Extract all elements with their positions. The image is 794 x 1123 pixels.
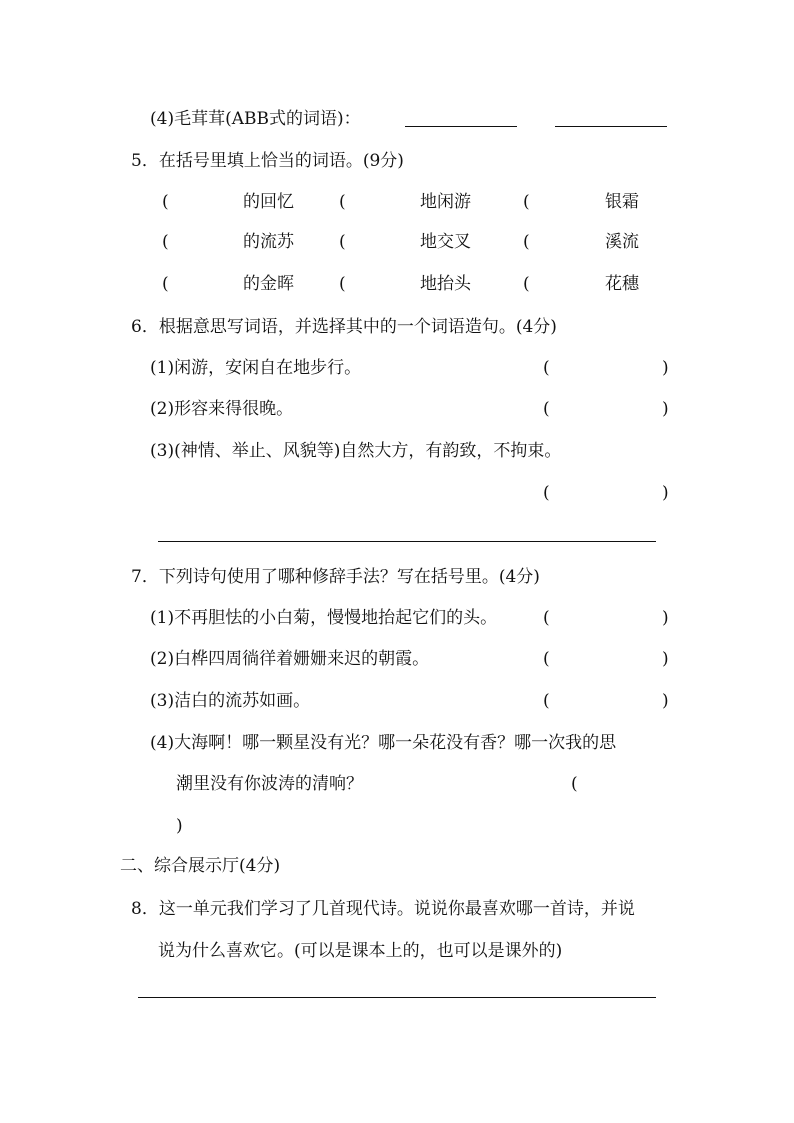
q8-answer-line[interactable] (138, 997, 656, 998)
q5-r3-c3-text: 花穗 (605, 274, 639, 294)
q7-item3-close: ) (662, 691, 669, 711)
q8-line1: 8．这一单元我们学习了几首现代诗。说说你最喜欢哪一首诗，并说 (131, 899, 635, 919)
q5-r3-c1-text: 的金晖 (243, 274, 294, 294)
q5-r1-c3-open: ( (523, 192, 530, 212)
q5-r3-c2-text: 地抬头 (420, 274, 471, 294)
q6-item1: (1)闲游，安闲自在地步行。 (150, 358, 362, 378)
section2-title: 二、综合展示厅(4分) (120, 856, 281, 876)
q4-answer-blank-1[interactable] (405, 126, 517, 127)
q6-item1-close: ) (662, 358, 669, 378)
q6-item2-open: ( (543, 399, 550, 419)
q5-title: 5．在括号里填上恰当的词语。(9分) (131, 151, 404, 171)
q7-item4-open: ( (571, 774, 578, 794)
q7-item2-open: ( (543, 649, 550, 669)
q6-title: 6．根据意思写词语，并选择其中的一个词语造句。(4分) (131, 317, 557, 337)
q5-r2-c3-open: ( (523, 232, 530, 252)
q7-item2: (2)白桦四周徜徉着姗姗来迟的朝霞。 (150, 649, 430, 669)
q5-r2-c3-text: 溪流 (605, 232, 639, 252)
q7-item2-close: ) (662, 649, 669, 669)
q6-item2: (2)形容来得很晚。 (150, 399, 294, 419)
q7-item4-line2: 潮里没有你波涛的清响？ (176, 774, 363, 794)
q5-r1-c2-open: ( (339, 192, 346, 212)
q5-r2-c1-open: ( (162, 232, 169, 252)
q7-item1-open: ( (543, 608, 550, 628)
q4-answer-blank-2[interactable] (555, 126, 667, 127)
q5-r3-c1-open: ( (162, 274, 169, 294)
q5-r3-c3-open: ( (523, 274, 530, 294)
q7-item1: (1)不再胆怯的小白菊，慢慢地抬起它们的头。 (150, 608, 498, 628)
q6-item3: (3)(神情、举止、风貌等)自然大方，有韵致，不拘束。 (150, 441, 562, 461)
q6-item2-close: ) (662, 399, 669, 419)
q5-r2-c1-text: 的流苏 (243, 232, 294, 252)
q5-r1-c2-text: 地闲游 (420, 192, 471, 212)
q5-r1-c1-text: 的回忆 (243, 192, 294, 212)
q6-item1-open: ( (543, 358, 550, 378)
q6-item3-open: ( (543, 483, 550, 503)
q7-item3-open: ( (543, 691, 550, 711)
q7-title: 7．下列诗句使用了哪种修辞手法？写在括号里。(4分) (131, 567, 540, 587)
q8-line2: 说为什么喜欢它。(可以是课本上的，也可以是课外的) (158, 941, 563, 961)
q7-item4-line1: (4)大海啊！哪一颗星没有光？哪一朵花没有香？哪一次我的思 (150, 733, 617, 753)
q5-r2-c2-open: ( (339, 232, 346, 252)
q5-r3-c2-open: ( (339, 274, 346, 294)
q5-r2-c2-text: 地交叉 (420, 232, 471, 252)
q5-r1-c1-open: ( (162, 192, 169, 212)
q4-item4-text: (4)毛茸茸(ABB式的词语)： (150, 109, 361, 129)
q6-sentence-line[interactable] (158, 541, 656, 542)
q7-item3: (3)洁白的流苏如画。 (150, 691, 311, 711)
q7-item4-close: ) (176, 816, 183, 836)
q7-item1-close: ) (662, 608, 669, 628)
q5-r1-c3-text: 银霜 (605, 192, 639, 212)
q6-item3-close: ) (662, 483, 669, 503)
